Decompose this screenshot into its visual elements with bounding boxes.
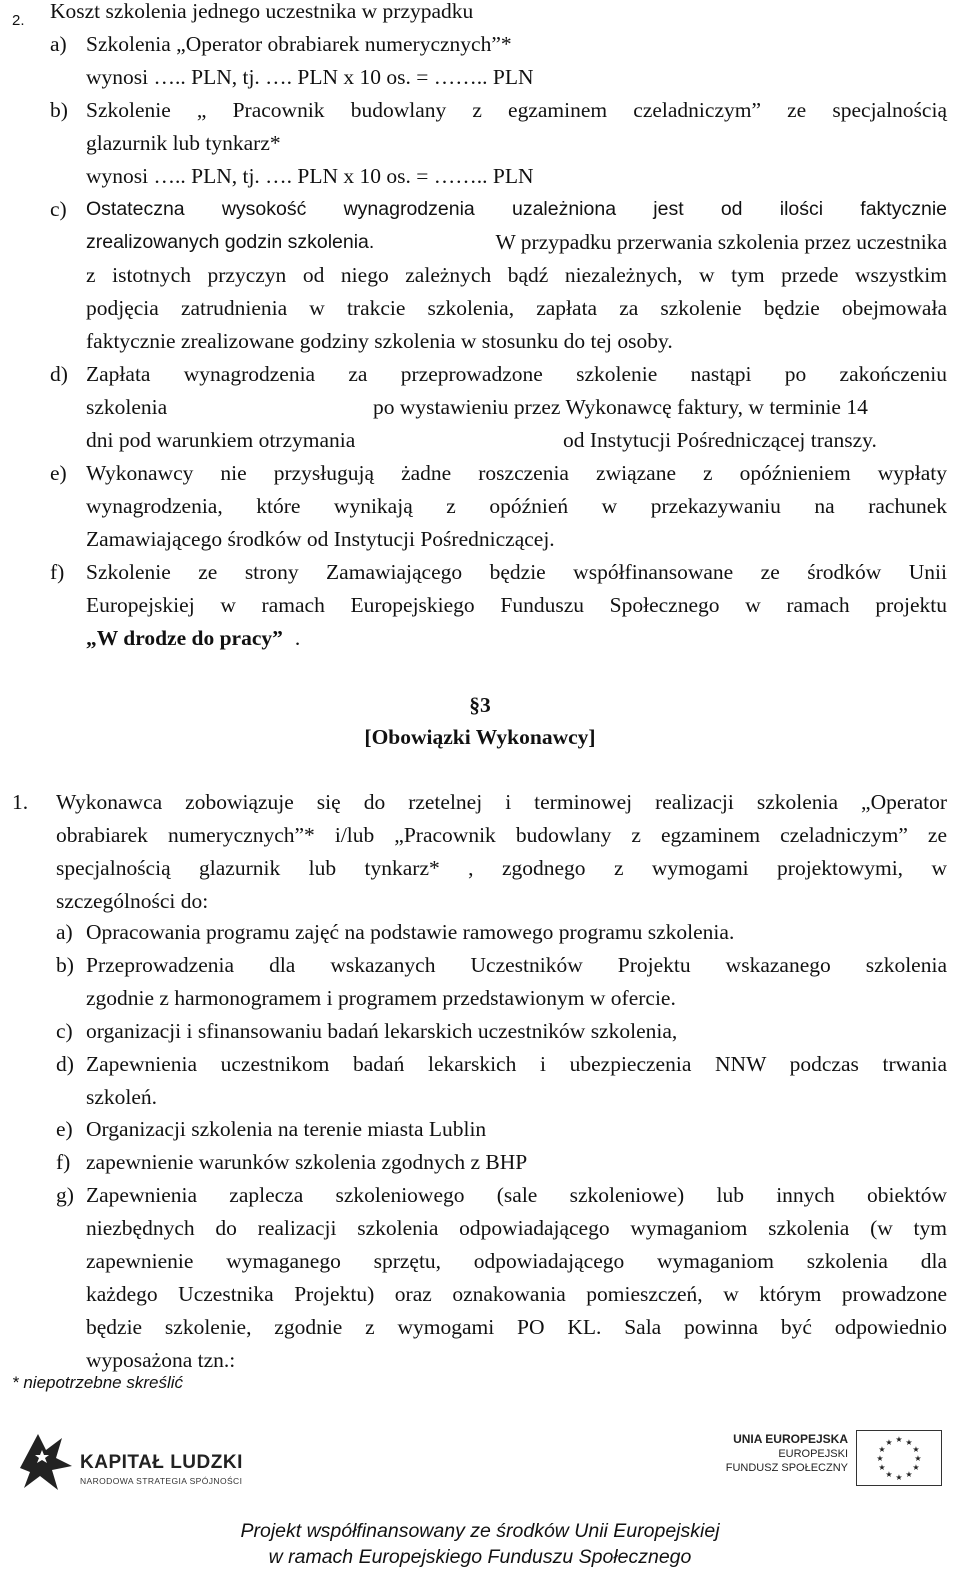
text-line: wyposażona tzn.: xyxy=(86,1348,236,1372)
list-marker: f) xyxy=(56,1150,71,1174)
text-line: dni pod warunkiem otrzymania xyxy=(86,428,356,452)
text-line: podjęcia zatrudnienia w trakcie szkolenia, zapłata za szkolenie będzie obejmowała xyxy=(86,296,947,320)
text-line: zapewnienie wymaganego sprzętu, odpowiadającego wymaganiom szkolenia dla xyxy=(86,1249,947,1273)
svg-text:★: ★ xyxy=(885,1438,893,1447)
text-line: obrabiarek numerycznych”* i/lub „Pracownik budowlany z egzaminem czeladniczym” ze xyxy=(56,823,947,847)
text-line: z istotnych przyczyn od niego zależnych bądź niezależnych, w tym przede wszystkim xyxy=(86,263,947,287)
text-line: Opracowania programu zajęć na podstawie ramowego programu szkolenia. xyxy=(86,920,735,944)
text-line: niezbędnych do realizacji szkolenia odpowiadającego wymaganiom szkolenia (w tym xyxy=(86,1216,947,1240)
list-marker: b) xyxy=(56,953,74,977)
kapital-ludzki-logo xyxy=(12,1428,292,1498)
text-line: po wystawieniu przez Wykonawcę faktury, w terminie 14 xyxy=(373,395,868,419)
list-marker: a) xyxy=(50,32,67,56)
list-marker: g) xyxy=(56,1183,74,1207)
text-line: Wykonawcy nie przysługują żadne roszczenia związane z opóźnieniem wypłaty xyxy=(86,461,947,485)
list-marker: d) xyxy=(50,362,68,386)
eu-logo xyxy=(710,1432,950,1492)
list-marker: d) xyxy=(56,1052,74,1076)
text-line: Wykonawca zobowiązuje się do rzetelnej i terminowej realizacji szkolenia „Operator xyxy=(56,790,947,814)
text-line: Ostateczna wysokość wynagrodzenia uzależniona jest od ilości faktycznie xyxy=(86,198,947,220)
kapital-ludzki-subtitle: NARODOWA STRATEGIA SPÓJNOŚCI xyxy=(80,1476,243,1486)
text-line: Szkolenie ze strony Zamawiającego będzie współfinansowane ze środków Unii xyxy=(86,560,947,584)
text-line: wynosi ….. PLN, tj. …. PLN x 10 os. = …….. PLN xyxy=(86,65,534,89)
eu-label-line2: EUROPEJSKI xyxy=(778,1448,848,1460)
text-line: glazurnik lub tynkarz* xyxy=(86,131,281,155)
text-span: zrealizowanych godzin szkolenia. xyxy=(86,231,375,253)
svg-text:★: ★ xyxy=(914,1454,922,1463)
text-line: Zapłata wynagrodzenia za przeprowadzone szkolenie nastąpi po zakończeniu xyxy=(86,362,947,386)
eu-label-line1: UNIA EUROPEJSKA xyxy=(733,1432,848,1446)
text-span: W przypadku przerwania szkolenia przez uczestnika xyxy=(495,230,947,254)
text-line xyxy=(86,622,300,655)
text-line: faktycznie zrealizowane godziny szkolenia w stosunku do tej osoby. xyxy=(86,329,673,353)
text-line: każdego Uczestnika Projektu) oraz oznakowania pomieszczeń, w którym prowadzone xyxy=(86,1282,947,1306)
text-line: Szkolenie „ Pracownik budowlany z egzaminem czeladniczym” ze specjalnością xyxy=(86,98,947,122)
svg-text:★: ★ xyxy=(905,1470,913,1479)
svg-text:★: ★ xyxy=(895,1435,903,1444)
text-line: zapewnienie warunków szkolenia zgodnych z BHP xyxy=(86,1150,528,1174)
svg-text:★: ★ xyxy=(895,1473,903,1482)
text-line: od Instytucji Pośredniczącej transzy. xyxy=(563,428,877,452)
list-marker: e) xyxy=(56,1117,73,1141)
svg-text:★: ★ xyxy=(912,1445,920,1454)
footnote: * niepotrzebne skreślić xyxy=(12,1373,184,1392)
text-line: Organizacji szkolenia na terenie miasta Lublin xyxy=(86,1117,487,1141)
text-line: Zamawiającego środków od Instytucji Pośredniczącej. xyxy=(86,527,555,551)
list-marker: b) xyxy=(50,98,68,122)
footer-line: w ramach Europejskiego Funduszu Społecznego xyxy=(268,1546,692,1568)
eu-flag-icon xyxy=(856,1430,942,1486)
eu-label-line3: FUNDUSZ SPOŁECZNY xyxy=(725,1462,848,1474)
project-name: „W drodze do pracy” xyxy=(86,626,283,650)
text-line: będzie szkolenie, zgodnie z wymogami PO KL. Sala powinna być odpowiednio xyxy=(86,1315,947,1339)
text-line: Europejskiej w ramach Europejskiego Funduszu Społecznego w ramach projektu xyxy=(86,593,947,617)
svg-text:★: ★ xyxy=(878,1463,886,1472)
text-line: Przeprowadzenia dla wskazanych Uczestników Projektu wskazanego szkolenia xyxy=(86,953,947,977)
text-line: specjalnością glazurnik lub tynkarz* , zgodnego z wymogami projektowymi, w xyxy=(56,856,947,880)
svg-text:★: ★ xyxy=(912,1463,920,1472)
svg-text:★: ★ xyxy=(876,1454,884,1463)
kapital-ludzki-emblem-icon xyxy=(12,1428,74,1492)
text-line: szkoleń. xyxy=(86,1085,158,1109)
text-span: . xyxy=(294,626,301,650)
kapital-ludzki-title: KAPITAŁ LUDZKI xyxy=(80,1452,243,1473)
text-line: wynosi ….. PLN, tj. …. PLN x 10 os. = …….. PLN xyxy=(86,164,534,188)
list-marker: a) xyxy=(56,920,73,944)
text-line: Szkolenia „Operator obrabiarek numerycznych”* xyxy=(86,32,512,56)
list-marker: c) xyxy=(50,197,67,221)
svg-text:★: ★ xyxy=(885,1470,893,1479)
text-line: Zapewnienia uczestnikom badań lekarskich i ubezpieczenia NNW podczas trwania xyxy=(86,1052,947,1076)
footer-line: Projekt współfinansowany ze środków Unii Europejskiej xyxy=(240,1520,720,1542)
text-line xyxy=(86,226,947,259)
svg-text:★: ★ xyxy=(905,1438,913,1447)
svg-text:★: ★ xyxy=(878,1445,886,1454)
text-line: szkolenia xyxy=(86,395,168,419)
text-line: szczególności do: xyxy=(56,889,209,913)
item-number: 2. xyxy=(12,12,25,29)
text-line: wynagrodzenia, które wynikają z opóźnień w przekazywaniu na rachunek xyxy=(86,494,947,518)
list-marker: e) xyxy=(50,461,67,485)
section-title: [Obowiązki Wykonawcy] xyxy=(364,725,596,749)
text-line: organizacji i sfinansowaniu badań lekarskich uczestników szkolenia, xyxy=(86,1019,678,1043)
list-marker: c) xyxy=(56,1019,73,1043)
text-line: Zapewnienia zaplecza szkoleniowego (sale szkoleniowe) lub innych obiektów xyxy=(86,1183,947,1207)
list-marker: f) xyxy=(50,560,65,584)
item-number: 1. xyxy=(12,790,29,814)
section-number: §3 xyxy=(469,693,491,717)
text-line: zgodnie z harmonogramem i programem przedstawionym w ofercie. xyxy=(86,986,676,1010)
item-heading: Koszt szkolenia jednego uczestnika w przypadku xyxy=(50,0,474,23)
